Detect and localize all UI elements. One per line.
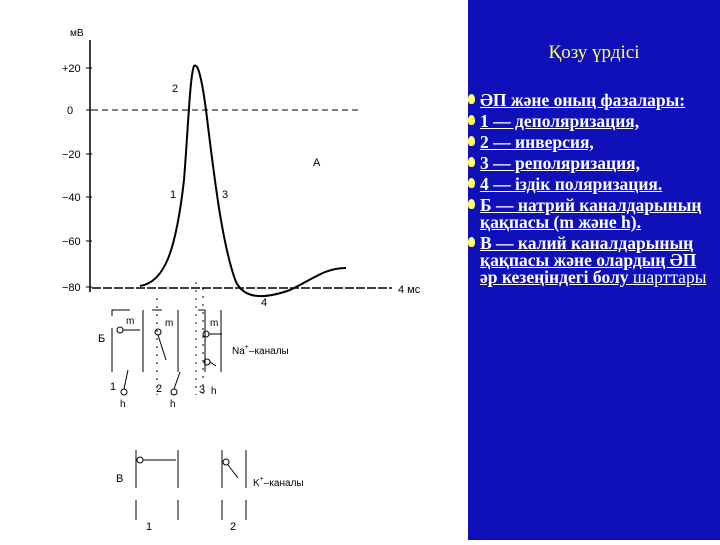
bullet-item: 1 — деполяризация, bbox=[468, 113, 714, 130]
tick-label: −80 bbox=[62, 282, 81, 294]
bullet-dot-icon bbox=[468, 115, 475, 125]
bullet-dot-icon bbox=[468, 94, 475, 104]
bullet-item: 3 — реполяризация, bbox=[468, 155, 714, 172]
channel-number: 3 bbox=[199, 384, 206, 396]
x-axis-label: 4 мс bbox=[398, 284, 421, 296]
phase-label: 2 bbox=[172, 83, 179, 95]
bullet-dot-icon bbox=[468, 199, 475, 209]
channel-number: 1 bbox=[110, 381, 117, 393]
phase-label: 4 bbox=[261, 297, 268, 309]
channel-number: 2 bbox=[230, 521, 237, 533]
bullet-dot-icon bbox=[468, 237, 475, 247]
bullet-item: 2 — инверсия, bbox=[468, 134, 714, 151]
gate-m-label: m bbox=[210, 318, 219, 329]
gate-m-label: m bbox=[126, 316, 135, 327]
bullet-item: Б — натрий каналдарының қақпасы (m және h). bbox=[468, 197, 714, 231]
gate-h-label: h bbox=[170, 399, 176, 410]
phase-label: 1 bbox=[170, 189, 177, 201]
tick-label: 0 bbox=[67, 105, 74, 117]
bullet-dot-icon bbox=[468, 178, 475, 188]
phase-label: 3 bbox=[222, 189, 229, 201]
tick-label: +20 bbox=[62, 63, 81, 75]
bullet-item: ӘП және оның фазалары: bbox=[468, 92, 714, 109]
gate-h-label: h bbox=[211, 386, 217, 397]
tick-label: −60 bbox=[62, 236, 81, 248]
gate-h-label: h bbox=[120, 399, 126, 410]
text-panel bbox=[468, 0, 720, 540]
y-unit-label: мВ bbox=[70, 28, 84, 39]
bullet-dot-icon bbox=[468, 136, 475, 146]
bullet-list bbox=[468, 92, 714, 290]
k-channels-label: K+–каналы bbox=[253, 476, 304, 489]
section-letter-b: Б bbox=[98, 333, 106, 345]
action-potential-curve bbox=[140, 65, 346, 296]
na-channels-section bbox=[98, 310, 289, 410]
section-letter-v: В bbox=[116, 473, 124, 485]
bullet-dot-icon bbox=[468, 157, 475, 167]
curve-letter-a: А bbox=[313, 157, 321, 169]
bullet-item: В — калий каналдарының қақпасы және олардың ӘП әр кезеңіндегі болу шарттары bbox=[468, 235, 714, 286]
na-channels-label: Na+–каналы bbox=[232, 344, 289, 357]
channel-number: 1 bbox=[146, 521, 153, 533]
panel-title: Қозу үрдісі bbox=[548, 42, 640, 63]
k-channels-section bbox=[116, 450, 304, 533]
bullet-item: 4 — іздік поляризация. bbox=[468, 176, 714, 193]
channel-number: 2 bbox=[156, 383, 163, 395]
tick-label: −20 bbox=[62, 149, 81, 161]
gate-m-label: m bbox=[165, 318, 174, 329]
tick-label: −40 bbox=[62, 192, 81, 204]
